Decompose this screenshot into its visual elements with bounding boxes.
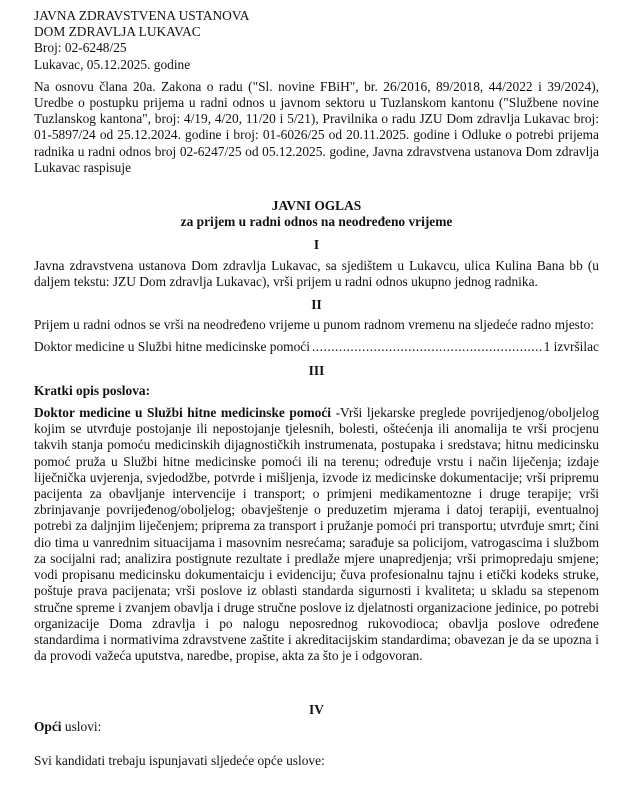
dot-leader [310, 339, 544, 355]
document-header [34, 8, 599, 73]
section-heading: Kratki opis poslova: [34, 382, 151, 398]
institution-line-1: JAVNA ZDRAVSTVENA USTANOVA [34, 8, 250, 23]
heading-rest: uslovi: [61, 718, 102, 734]
job-description [34, 405, 599, 664]
section-number: III [308, 362, 325, 378]
section-text: Javna zdravstvena ustanova Dom zdravlja Lukavac, sa sjedištem u Lukavcu, ulica Kulina Bana bb (u daljem tekstu: JZU Dom zdravlja Lukavac), vrši prijem u radni odnos ukupno jednog radnika. [34, 257, 599, 289]
general-conditions-intro: Svi kandidati trebaju ispunjavati sljedeće opće uslove: [34, 752, 325, 768]
title-subtitle: za prijem u radni odnos na neodređeno vrijeme [180, 214, 453, 230]
heading-bold-part: Opći [34, 718, 62, 734]
section-number: I [313, 237, 320, 253]
position-row [34, 339, 599, 355]
section-heading [34, 719, 599, 735]
title-main: JAVNI OGLAS [271, 198, 362, 214]
job-title: Doktor medicine u Službi hitne medicinske pomoći [34, 405, 332, 421]
announcement-title [34, 198, 599, 230]
document-number: Broj: 02-6248/25 [34, 40, 127, 56]
position-quantity: 1 izvršilac [543, 339, 599, 355]
legal-preamble: Na osnovu člana 20a. Zakona o radu ("Sl. novine FBiH", br. 26/2016, 89/2018, 44/2022 i 39/2024), Uredbe o postupku prijema u radni odnos u javnom sektoru u Tuzlanskom kantonu ("Službene novine Tuzlanskog kantona", broj: 4/19, 4/20, 11/20 i 5/21), Pravilnika o radu JZU Dom zdravlja Lukavac broj: 01-5897/24 od 25.12.2024. godine i broj: 01-6026/25 od 20.11.2025. godine i Odluke o potrebi prijema radnika u radni odnos broj 02-6247/25 od 05.12.2025. godine, Javna zdravstvena ustanova Dom zdravlja Lukavac raspisuje [34, 78, 599, 175]
place-and-date: Lukavac, 05.12.2025. godine [34, 56, 191, 72]
section-number: II [311, 297, 322, 313]
institution-line-2: DOM ZDRAVLJA LUKAVAC [34, 24, 201, 40]
position-name: Doktor medicine u Službi hitne medicinske pomoći [34, 339, 310, 355]
job-description-text: -Vrši ljekarske preglede povrijedjenog/oboljelog kojim se utvrđuje postojanje ili nepostojanje tjelesnih, bolesti, oštećenja ili anomalija te vrši procjenu takvih stanja pomoću medicinskih dijagnostičkih instrumenata, postupaka i sredstava; hitnu medicinsku pomoć pruža u Službi hitne medicinske pomoći ili na terenu; određuje vrstu i način liječenja; izdaje liječnička uvjerenja, svjedodžbe, potvrde i mišljenja, izvode iz medicinske dokumentacije; vrši pripremu pacijenta za obavljanje intervencije i transport; o primjeni medikamentozne i druge terapije; vrši zbrinjavanje povrijeđenog/oboljelog; obavještenje o preduzetim mjerama i datoj terapiji, eventualnoj potrebi za daljnjim liječenjem; priprema za transport i pružanje pomoći pri transportu; utvrđuje smrt; čini dio tima u vanrednim situacijama i masovnim nesrećama; sarađuje sa policijom, vatrogascima i službom za socijalni rad; analizira postignute rezultate i predlaže mjere unapredjenja; vrši primopredaju smjene; vodi propisanu medicinsku dokumentaicju i evidenciju; čuva profesionalnu tajnu i etički kodeks struke, poštuje prava pacijenata; vrši poslove iz oblasti standarda sigurnosti i kvaliteta; u skladu sa stepenom stručne spreme i zvanjem obavlja i druge stručne poslove iz djelatnosti organizacione jedinice, po potrebi organizacije Doma zdravlja i po nalogu neposrednog rukovodioca; obavlja poslove određene standardima i normativima zdravstvene zaštite i akreditacijskim standardima; obavezan je da se upozna i da provodi važeća uputstva, naredbe, propise, akta za što je i odgovoran. [34, 405, 599, 664]
section-iv [34, 702, 599, 769]
section-number: IV [309, 702, 324, 718]
section-ii [34, 297, 599, 356]
section-i [34, 237, 599, 290]
section-iii [34, 363, 599, 665]
section-text: Prijem u radni odnos se vrši na neodređeno vrijeme u punom radnom vremenu na sljedeće radno mjesto: [34, 317, 595, 333]
